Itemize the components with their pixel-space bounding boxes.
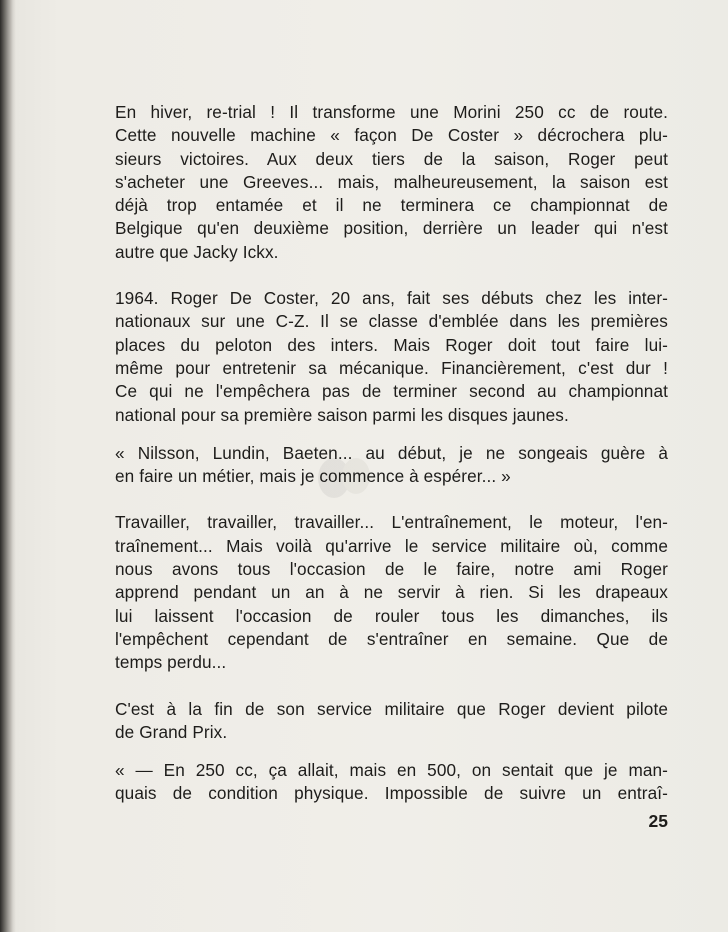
book-binding-edge (0, 0, 16, 932)
paragraph-3-quote (115, 442, 668, 489)
text-line: traînement... Mais voilà qu'arrive le service militaire où, comme (115, 535, 668, 556)
text-line: « Nilsson, Lundin, Baeten... au début, je ne songeais guère à (115, 442, 668, 463)
paragraph-5 (115, 698, 668, 745)
text-line: s'acheter une Greeves... mais, malheureusement, la saison est (115, 171, 668, 192)
text-line: déjà trop entamée et il ne terminera ce championnat de (115, 195, 668, 216)
text-line: Cette nouvelle machine « façon De Coster » décrochera plu- (115, 125, 668, 146)
text-line: quais de condition physique. Impossible de suivre un entraî- (115, 783, 668, 804)
text-line: Travailler, travailler, travailler... L'entraînement, le moteur, l'en- (115, 512, 668, 533)
paragraph-4 (115, 511, 668, 674)
text-line: lui laissent l'occasion de rouler tous les dimanches, ils (115, 605, 668, 626)
text-line: autre que Jacky Ickx. (115, 241, 279, 262)
body-text (115, 101, 668, 806)
text-line: nous avons tous l'occasion de le faire, notre ami Roger (115, 559, 668, 580)
text-line: 1964. Roger De Coster, 20 ans, fait ses débuts chez les inter- (115, 288, 668, 309)
text-line: de Grand Prix. (115, 721, 228, 742)
text-line: « — En 250 cc, ça allait, mais en 500, on sentait que je man- (115, 760, 668, 781)
text-line: l'empêchent cependant de s'entraîner en semaine. Que de (115, 628, 668, 649)
text-line: même pour entretenir sa mécanique. Financièrement, c'est dur ! (115, 357, 668, 378)
text-line: national pour sa première saison parmi les disques jaunes. (115, 404, 569, 425)
paragraph-6-quote (115, 759, 668, 806)
text-line: en faire un métier, mais je commence à espérer... » (115, 466, 511, 487)
text-line: apprend pendant un an à ne servir à rien. Si les drapeaux (115, 582, 668, 603)
text-line: nationaux sur une C-Z. Il se classe d'emblée dans les premières (115, 311, 668, 332)
paragraph-1 (115, 101, 668, 264)
text-line: sieurs victoires. Aux deux tiers de la saison, Roger peut (115, 148, 668, 169)
page-number: 25 (648, 811, 668, 831)
text-line: C'est à la fin de son service militaire que Roger devient pilote (115, 698, 668, 719)
text-line: Belgique qu'en deuxième position, derrière un leader qui n'est (115, 218, 668, 239)
text-line: temps perdu... (115, 652, 227, 673)
text-line: places du peloton des inters. Mais Roger doit tout faire lui- (115, 334, 668, 355)
text-line: En hiver, re-trial ! Il transforme une Morini 250 cc de route. (115, 102, 668, 122)
paragraph-2 (115, 287, 668, 427)
text-line: Ce qui ne l'empêchera pas de terminer second au championnat (115, 381, 668, 402)
